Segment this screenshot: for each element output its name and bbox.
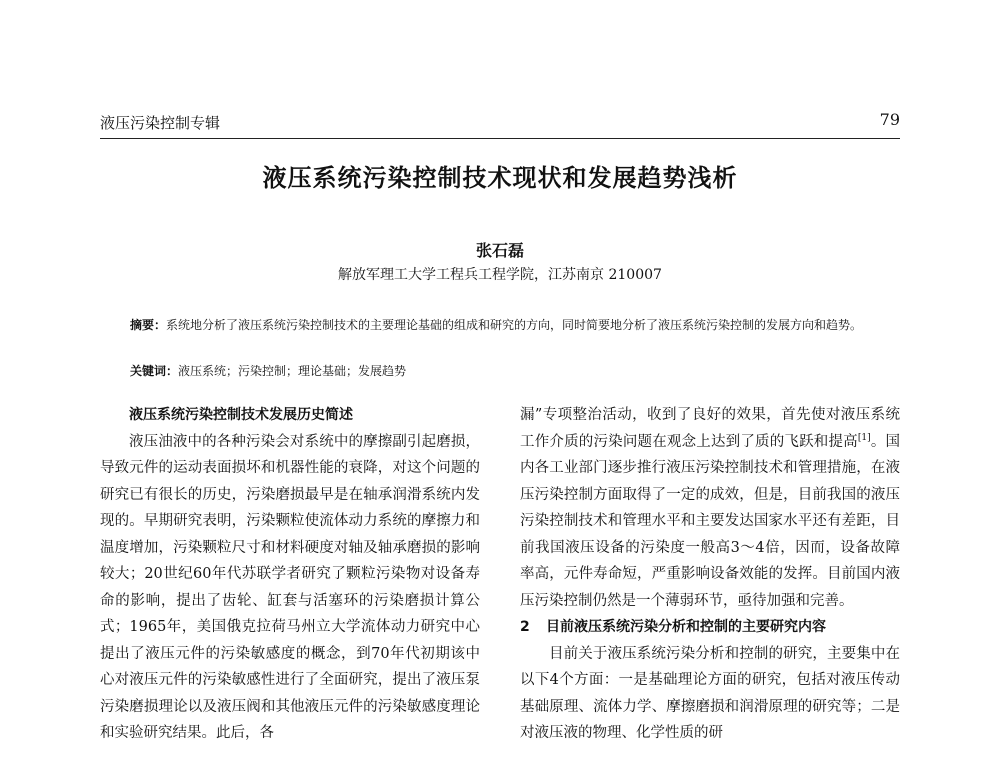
- citation-ref: [1]: [857, 432, 871, 443]
- page-number: 79: [879, 110, 900, 129]
- author-affiliation: 解放军理工大学工程兵工程学院，江苏南京 210007: [338, 267, 662, 283]
- abstract-text: 系统地分析了液压系统污染控制技术的主要理论基础的组成和研究的方向，同时简要地分析了液压系统污染控制的发展方向和趋势。: [166, 318, 863, 332]
- paragraph-continued: [520, 402, 900, 614]
- paragraph-continued-text-2: 。国内各工业部门逐步推行液压污染控制技术和管理措施，在液压污染控制方面取得了一定的成效，但是，目前我国的液压污染控制技术和管理水平和主要发达国家水平还有差距，目前我国液压设备的污染度一般高3～4倍，因而，设备故障率高，元件寿命短，严重影响设备效能的发挥。目前国内液压污染控制仍然是一个薄弱环节，亟待加强和完善。: [520, 433, 901, 609]
- left-column: [100, 402, 480, 747]
- author-name: 张石磊: [475, 241, 524, 260]
- abstract-label: 摘要：: [130, 318, 167, 332]
- article-title: 液压系统污染控制技术现状和发展趋势浅析: [262, 164, 738, 192]
- keywords-label: 关键词：: [130, 364, 179, 378]
- paragraph-research: 目前关于液压系统污染分析和控制的研究，主要集中在以下4个方面：一是基础理论方面的研究，包括对液压传动基础原理、流体力学、摩擦磨损和润滑原理的研究等；二是对液压液的物理、化学性质的研: [520, 645, 900, 741]
- keywords: [130, 360, 900, 382]
- paragraph-continued-text-1: 漏”专项整治活动，收到了良好的效果，首先使对液压系统工作介质的污染问题在观念上达到了质的飞跃和提高: [520, 407, 900, 450]
- journal-name: 液压污染控制专辑: [100, 114, 221, 132]
- right-column: [520, 402, 900, 747]
- section-heading-2-text: 目前液压系统污染分析和控制的主要研究内容: [546, 619, 826, 635]
- section-number: 2: [520, 619, 530, 635]
- abstract: [100, 314, 900, 336]
- keywords-text: 液压系统；污染控制；理论基础；发展趋势: [178, 364, 407, 378]
- running-header: [100, 108, 900, 139]
- paragraph-history: 液压油液中的各种污染会对系统中的摩擦副引起磨损，导致元件的运动表面损坏和机器性能的衰降，对这个问题的研究已有很长的历史，污染磨损最早是在轴承润滑系统内发现的。早期研究表明，污染颗粒使流体动力系统的摩擦力和温度增加，污染颗粒尺寸和材料硬度对轴及轴承磨损的影响较大；20世纪60年代苏联学者研究了颗粒污染物对设备寿命的影响，提出了齿轮、缸套与活塞环的污染磨损计算公式；1965年，美国俄克拉荷马州立大学流体动力研究中心提出了液压元件的污染敏感度的概念，到70年代初期该中心对液压元件的污染敏感性进行了全面研究，提出了液压泵污染磨损理论以及液压阀和其他液压元件的污染敏感度理论和实验研究结果。此后，各: [100, 433, 480, 741]
- section-heading-history: 液压系统污染控制技术发展历史简述: [129, 407, 353, 423]
- section-heading-2: [520, 614, 900, 641]
